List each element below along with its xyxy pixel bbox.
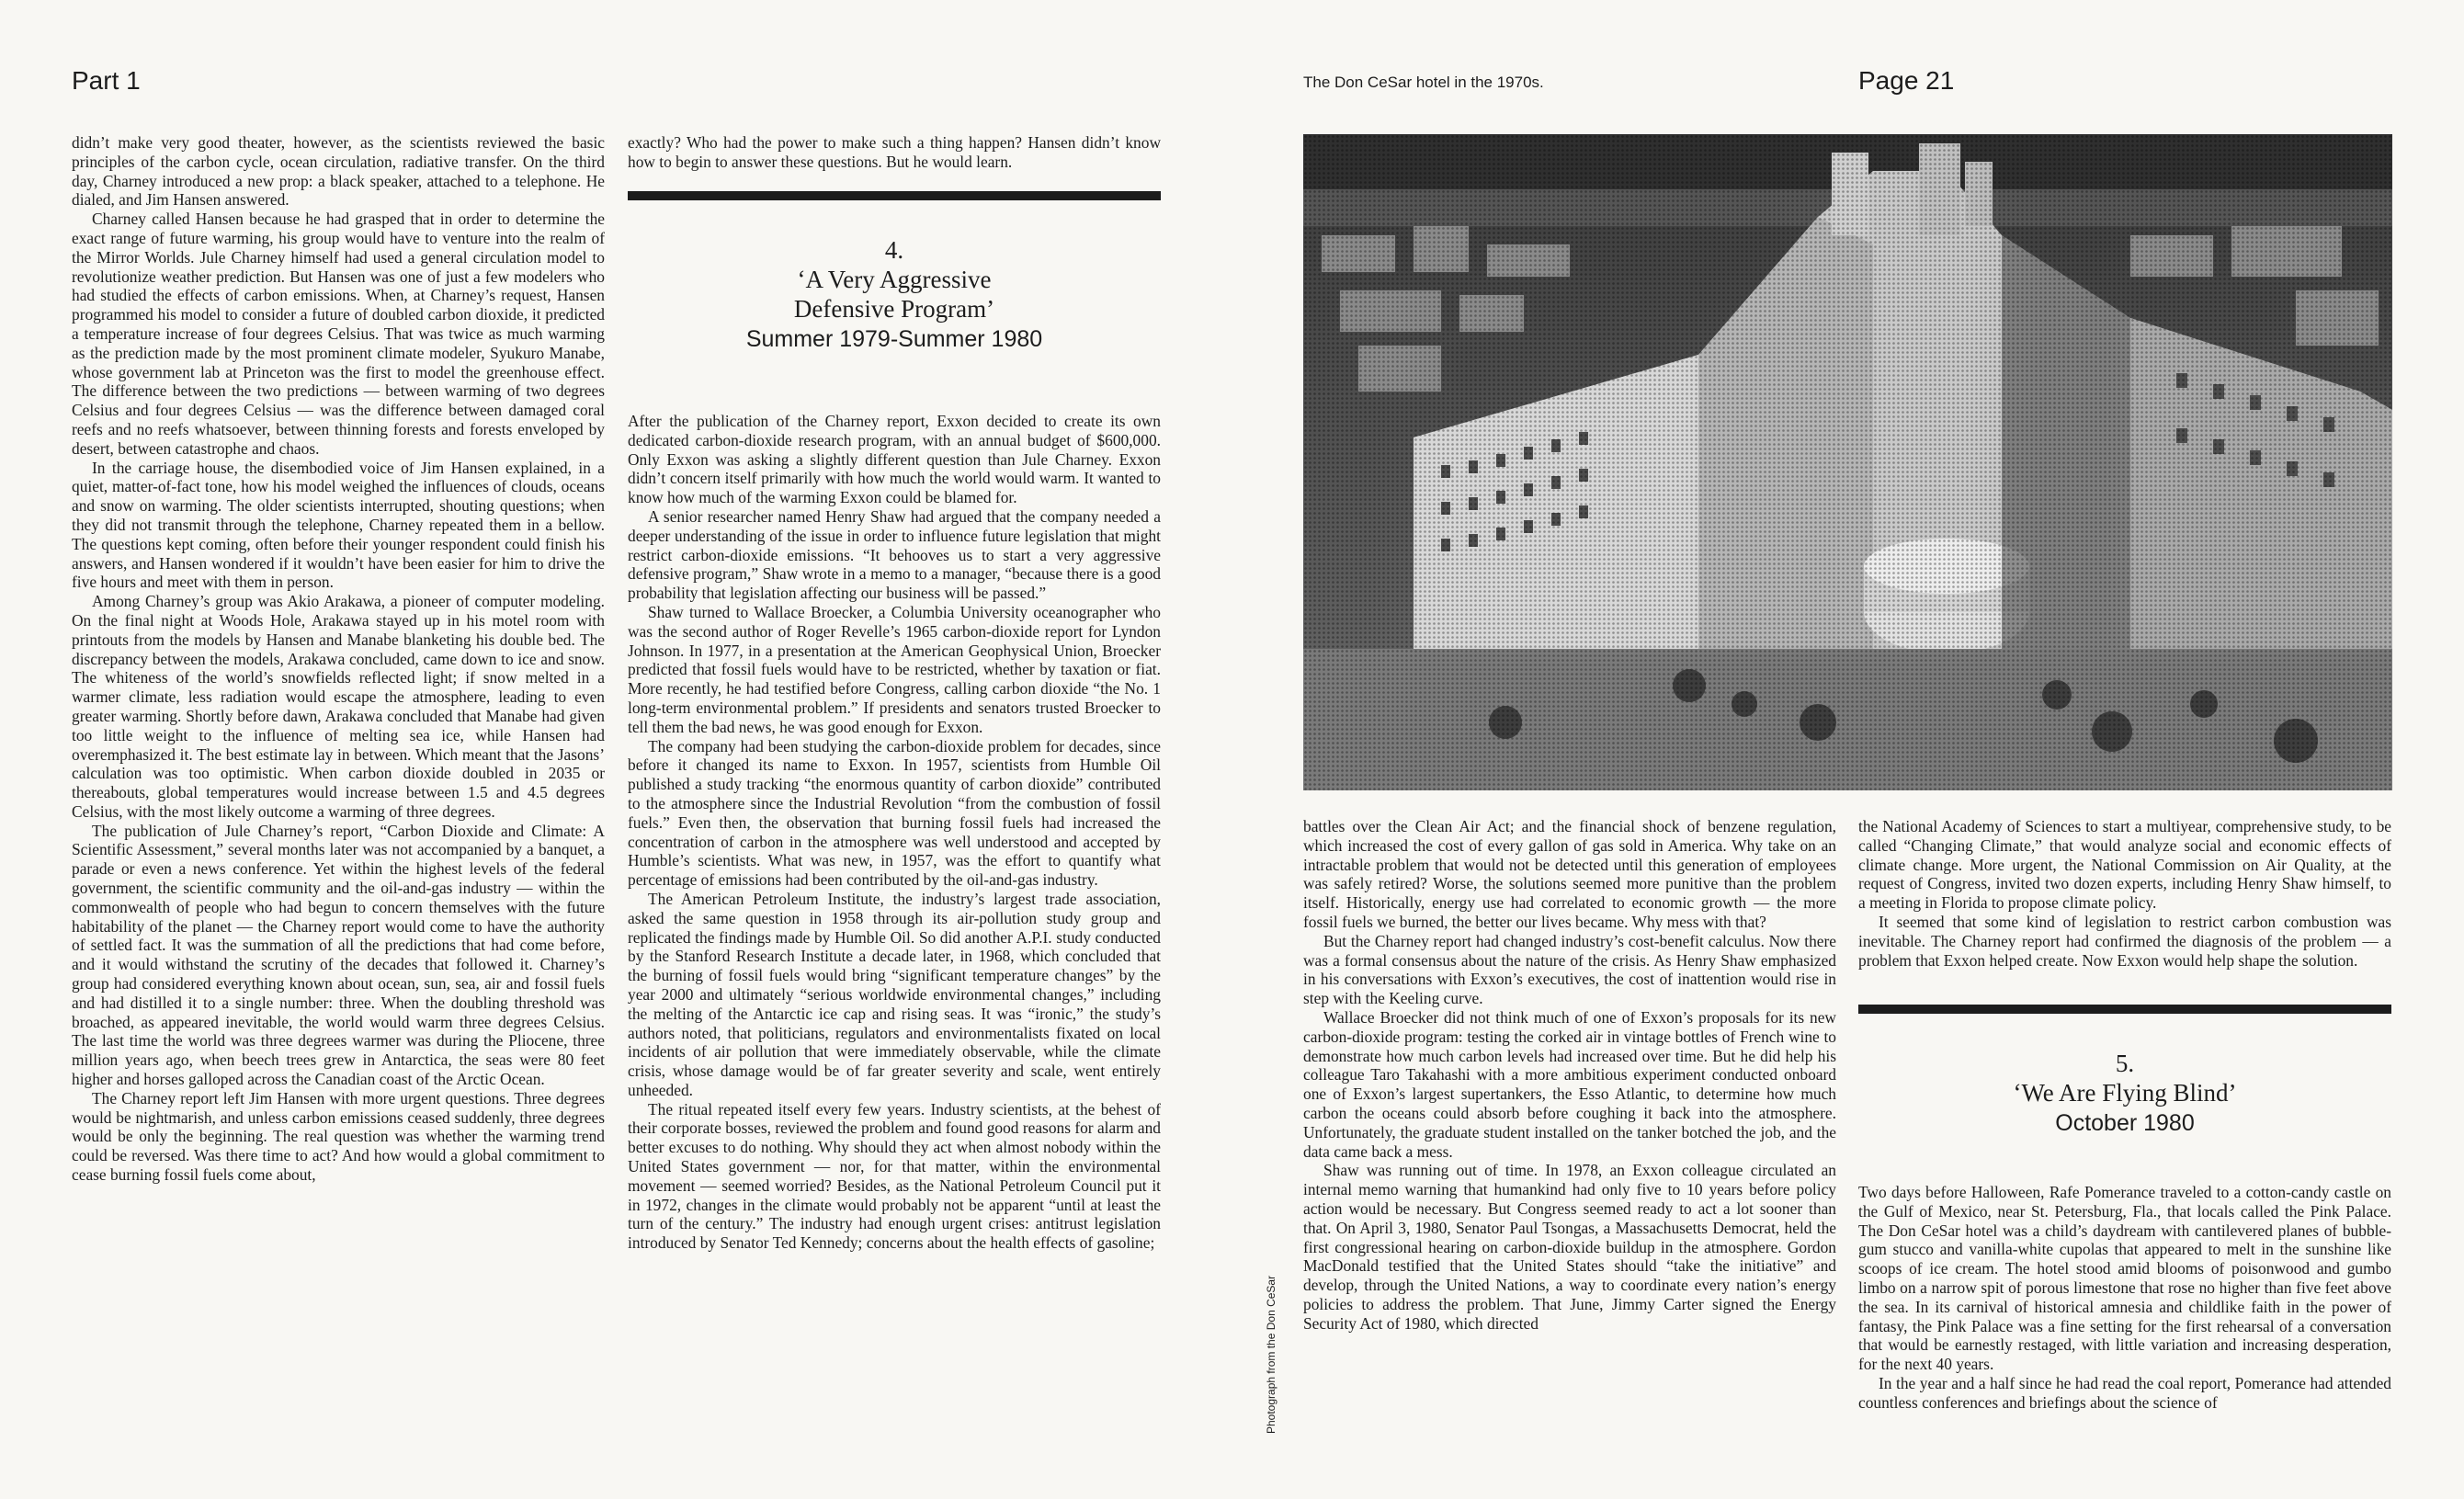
paragraph: In the carriage house, the disembodied voice of Jim Hansen explained, in a quiet, matter-of-fact tone, how his model weighed the influences of clouds, oceans and snow on warming. The older scientists interrupted, shouting questions; when they did not transmit through the telephone, Charney repeated them in a bellow. The questions kept coming, often before their younger respondent could finish his answers, and Hansen wondered if it wouldn’t have been easier for him to drive the five hours and meet with them in person. <box>72 458 605 592</box>
text-column-4-top <box>1858 817 2391 992</box>
paragraph: battles over the Clean Air Act; and the financial shock of benzene regulation, which increased the cost of every gallon of gas sold in America. Why take on an intractable problem that would not be detected until this generation of employees was safely retired? Worse, the solutions seemed more punitive than the problem itself. Historically, energy use had correlated to economic growth — the more fossil fuels we burned, the better our lives became. Why mess with that? <box>1303 817 1836 931</box>
text-column-2 <box>628 412 1161 1456</box>
halftone-photo-illustration <box>1303 134 2392 790</box>
section-4-heading <box>628 235 1161 354</box>
paragraph: A senior researcher named Henry Shaw had argued that the company needed a deeper understanding of the issue in order to influence future legislation that might restrict carbon-dioxide emissions. “It behooves us to start a very aggressive defensive program,” Shaw wrote in a memo to a manager, “because there is a good probability that legislation affecting our business will be passed.” <box>628 506 1161 603</box>
section-dates: Summer 1979-Summer 1980 <box>745 326 1043 352</box>
section-title-line: Defensive Program’ <box>793 295 995 323</box>
paragraph: The ritual repeated itself every few years. Industry scientists, at the behest of their corporate bosses, reviewed the problem and found good reasons for alarm and better excuses to do nothing. Why should they act when almost nobody within the United States government — nor, for that matter, within the environmental movement — seemed worried? Besides, as the National Petroleum Council put it in 1972, changes in the climate would probably not be apparent “until at least the turn of the century.” The industry had enough urgent crises: antitrust legislation introduced by Senator Ted Kennedy; concerns about the health effects of gasoline; <box>628 1099 1161 1253</box>
section-divider-rule <box>1858 1005 2391 1014</box>
paragraph: The Charney report left Jim Hansen with more urgent questions. Three degrees would be nightmarish, and unless carbon emissions ceased suddenly, three degrees would be only the beginning. The real question was whether the warming trend could be reversed. Was there time to act? And how would a global commitment to cease burning fossil fuels come about, <box>72 1088 605 1185</box>
photo-caption: The Don CeSar hotel in the 1970s. <box>1303 74 1544 91</box>
section-number: 4. <box>884 236 904 264</box>
paragraph: didn’t make very good theater, however, as the scientists reviewed the basic principles of the carbon cycle, ocean circulation, radiative transfer. On the third day, Charney introduced a new prop: a black speaker, attached to a telephone. He dialed, and Jim Hansen answered. <box>72 133 605 210</box>
section-5-heading <box>1858 1049 2391 1138</box>
paragraph: The company had been studying the carbon-dioxide problem for decades, since before it changed its name to Exxon. In 1957, scientists from Humble Oil published a study tracking “the enormous quantity of carbon dioxide” contributed to the atmosphere since the Industrial Revolution “from the combustion of fossil fuels.” Even then, the observation that burning fossil fuels had increased the concentration of carbon in the atmosphere was well understood and accepted by Humble’s scientists. What was new, in 1957, was the effort to quantify what percentage of emissions had been contributed by the oil-and-gas industry. <box>628 736 1161 890</box>
paragraph: the National Academy of Sciences to start a multiyear, comprehensive study, to be called “Changing Climate,” that would analyze social and economic effects of climate change. More urgent, the National Commission on Air Quality, at the request of Congress, invited two dozen experts, including Henry Shaw himself, to a meeting in Florida to propose climate policy. <box>1858 817 2391 913</box>
text-column-2-top <box>628 133 1161 187</box>
text-column-4 <box>1858 1183 2391 1457</box>
paragraph: After the publication of the Charney report, Exxon decided to create its own dedicated carbon-dioxide research program, with an annual budget of $600,000. Only Exxon was asking a slightly different question than Jule Charney. Exxon didn’t concern itself primarily with how much the world would warm. It wanted to know how much of the warming Exxon could be blamed for. <box>628 412 1161 507</box>
text-column-1 <box>72 133 605 1457</box>
section-dates: October 1980 <box>2055 1110 2195 1136</box>
section-title: ‘We Are Flying Blind’ <box>2013 1079 2237 1107</box>
section-title-line: ‘A Very Aggressive <box>797 266 992 293</box>
paragraph: exactly? Who had the power to make such a thing happen? Hansen didn’t know how to begin to answer these questions. But he would learn. <box>628 133 1161 171</box>
hotel-photograph <box>1303 134 2392 790</box>
paragraph: It seemed that some kind of legislation to restrict carbon combustion was inevitable. The Charney report had confirmed the diagnosis of the problem — a problem that Exxon helped create. Now Exxon would help shape the solution. <box>1858 912 2391 970</box>
photo-credit: Photograph from the Don CeSar <box>1265 1275 1277 1434</box>
paragraph: Two days before Halloween, Rafe Pomerance traveled to a cotton-candy castle on the Gulf of Mexico, near St. Petersburg, Fla., that locals called the Pink Palace. The Don CeSar hotel was a child’s daydream with cantilevered planes of bubble-gum stucco and vanilla-white cupolas that appeared to melt in the sunshine like scoops of ice cream. The hotel stood amid blooms of poisonwood and gumbo limbo on a narrow spit of porous limestone that rose no higher than five feet above the sea. In its carnival of historical amnesia and childlike faith in the power of fantasy, the Pink Palace was a fine setting for the first rehearsal of a conversation that would be earnestly restaged, with little variation and increasing desperation, for the next 40 years. <box>1858 1183 2391 1374</box>
paragraph: The American Petroleum Institute, the industry’s largest trade association, asked the same question in 1958 through its air-pollution study group and replicated the findings made by Humble Oil. So did another A.P.I. study conducted by the Stanford Research Institute a decade later, in 1968, which concluded that the burning of fossil fuels would bring “significant temperature changes” by the year 2000 and ultimately “serious worldwide environmental changes,” including the melting of the Antarctic ice cap and rising seas. It was “ironic,” the study’s authors noted, that politicians, regulators and environmentalists fixated on local incidents of air pollution that were immediately observable, while the climate crisis, whose damage would be of far greater severity and scale, went entirely unheeded. <box>628 889 1161 1099</box>
paragraph: The publication of Jule Charney’s report, “Carbon Dioxide and Climate: A Scientific Assessment,” several months later was not accompanied by a banquet, a parade or even a news conference. Yet within the highest levels of the federal government, the scientific community and the oil-and-gas industry — within the commonwealth of people who had begun to concern themselves with the future habitability of the planet — the Charney report would come to have the authority of settled fact. It was the summation of all the predictions that had come before, and it would withstand the scrutiny of the decades that followed it. Charney’s group had considered everything known about ocean, sun, sea, air and fossil fuels and had distilled it to a single number: three. When the doubling threshold was broached, as appeared inevitable, the world would warm three degrees Celsius. The last time the world was three degrees warmer was during the Pliocene, three million years ago, when beech trees grew in Antarctica, the seas were 80 feet higher and horses galloped across the Canadian coast of the Arctic Ocean. <box>72 821 605 1089</box>
page-number: Page 21 <box>1858 66 1955 95</box>
paragraph: Shaw was running out of time. In 1978, an Exxon colleague circulated an internal memo warning that humankind had only five to 10 years before policy action would be necessary. But Congress seemed ready to act a lot sooner than that. On April 3, 1980, Senator Paul Tsongas, a Massachusetts Democrat, held the first congressional hearing on carbon-dioxide buildup in the atmosphere. Gordon MacDonald testified that the United States should “take the initiative” and develop, through the United Nations, a way to coordinate every nation’s energy policies to address the problem. That June, Jimmy Carter signed the Energy Security Act of 1980, which directed <box>1303 1161 1836 1333</box>
paragraph: Charney called Hansen because he had grasped that in order to determine the exact range of future warming, his group would have to venture into the realm of the Mirror Worlds. Jule Charney himself had used a general circulation model to revolutionize weather prediction. But Hansen was one of just a few modelers who had studied the effects of carbon emissions. When, at Charney’s request, Hansen programmed his model to consider a future of doubled carbon dioxide, it predicted a temperature increase of four degrees Celsius. That was twice as much warming as the prediction made by the most prominent climate modeler, Syukuro Manabe, whose government lab at Princeton was the first to model the greenhouse effect. The difference between the two predictions — between warming of two degrees Celsius and four degrees Celsius — was the difference between damaged coral reefs and no reefs whatsoever, between thinning forests and forests enveloped by desert, between catastrophe and chaos. <box>72 210 605 458</box>
paragraph: Wallace Broecker did not think much of one of Exxon’s proposals for its new carbon-dioxide program: testing the corked air in vintage bottles of French wine to demonstrate how much carbon levels had increased over time. But he did help his colleague Taro Takahashi with a more ambitious experiment conducted onboard one of Exxon’s largest supertankers, the Esso Atlantic, to determine how much carbon the oceans could absorb before coughing it back into the atmosphere. Unfortunately, the graduate student installed on the tanker botched the job, and the data came back a mess. <box>1303 1007 1836 1161</box>
paragraph: Among Charney’s group was Akio Arakawa, a pioneer of computer modeling. On the final night at Woods Hole, Arakawa stayed up in his motel room with printouts from the models by Hansen and Manabe blanketing his double bed. The discrepancy between the models, Arakawa concluded, came down to ice and snow. The whiteness of the world’s snowfields reflected light; if snow melted in a warmer climate, less radiation would escape the atmosphere, leading to even greater warming. Shortly before dawn, Arakawa concluded that Manabe had given too little weight to the influence of melting sea ice, while Hansen had overemphasized it. The best estimate lay in between. Which meant that the Jasons’ calculation was too optimistic. When carbon dioxide doubled in 2035 or thereabouts, global temperatures would increase between 1.5 and 4.5 degrees Celsius, with the most likely outcome a warming of three degrees. <box>72 592 605 821</box>
section-number: 5. <box>2115 1050 2135 1077</box>
part-label: Part 1 <box>72 66 141 95</box>
paragraph: But the Charney report had changed industry’s cost-benefit calculus. Now there was a formal consensus about the nature of the crisis. As Henry Shaw emphasized in his conversations with Exxon’s executives, the cost of inattention would rise in step with the Keeling curve. <box>1303 931 1836 1008</box>
paragraph: Shaw turned to Wallace Broecker, a Columbia University oceanographer who was the second author of Roger Revelle’s 1965 carbon-dioxide report for Lyndon Johnson. In 1977, in a presentation at the American Geophysical Union, Broecker predicted that fossil fuels would have to be restricted, whether by taxation or fiat. More recently, he had testified before Congress, calling carbon dioxide “the No. 1 long-term environmental problem.” If presidents and senators trusted Broecker to tell them the bad news, he was good enough for Exxon. <box>628 602 1161 736</box>
text-column-3 <box>1303 817 1836 1457</box>
paragraph: In the year and a half since he had read the coal report, Pomerance had attended countless conferences and briefings about the science of <box>1858 1373 2391 1412</box>
section-divider-rule <box>628 191 1161 200</box>
